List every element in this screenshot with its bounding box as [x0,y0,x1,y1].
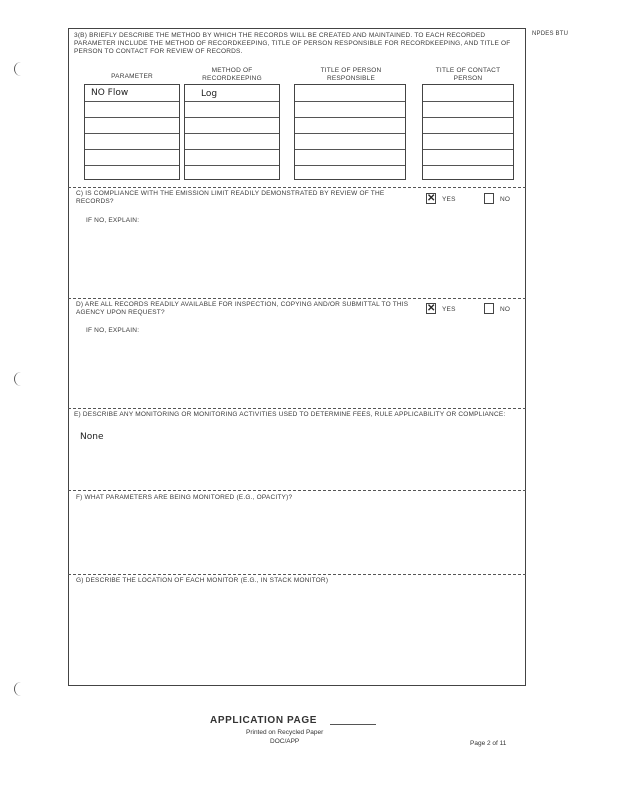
section-d-yes-checkbox[interactable]: ✕ [427,303,436,314]
column-person-responsible [294,84,406,180]
divider-f [68,490,526,491]
col-header-contact-person: TITLE OF CONTACT PERSON [435,67,501,82]
section-e-question: E) DESCRIBE ANY MONITORING OR MONITORING ACTIVITIES USED TO DETERMINE FEES, RULE APPLICABILITY OR COMPLIANCE: [74,411,506,418]
cell-parameter-1[interactable]: NO Flow [91,88,129,98]
form-code: NPDES BTU [532,31,569,37]
section-d-yes-label: YES [442,306,456,313]
section-e-answer[interactable]: None [80,432,104,442]
column-contact-person [422,84,514,180]
section-d-no-label: NO [500,306,511,313]
section-g-question: G) DESCRIBE THE LOCATION OF EACH MONITOR (E.G., IN STACK MONITOR) [76,577,329,584]
section-d-explain-label: IF NO, EXPLAIN: [86,327,140,334]
divider-e [68,408,526,409]
section-b-question: 3(B) BRIEFLY DESCRIBE THE METHOD BY WHICH THE RECORDS WILL BE CREATED AND MAINTAINED. TO EACH RECORDED PARAMETER INCLUDE THE METHOD OF RECORDKEEPING, TITLE OF PERSON RESPONSIBLE FOR RECORDKEEPING, AND TITLE OF PERSON TO CONTACT FOR REVIEW OF RECORDS. [74,32,511,55]
divider-g [68,574,526,575]
section-c-no-label: NO [500,196,511,203]
section-c-yes-label: YES [442,196,456,203]
binder-hole-middle [14,372,24,386]
footer-title: APPLICATION PAGE [210,715,318,726]
footer-title-underline [330,724,376,725]
column-parameter [84,84,180,180]
section-f-question: F) WHAT PARAMETERS ARE BEING MONITORED (E.G., OPACITY)? [76,494,293,501]
section-d-question: D) ARE ALL RECORDS READILY AVAILABLE FOR INSPECTION, COPYING AND/OR SUBMITTAL TO THIS AGENCY UPON REQUEST? [76,301,409,316]
divider-c [68,187,526,188]
cell-method-1[interactable]: Log [201,89,218,99]
binder-hole-top [14,62,24,76]
col-header-person-responsible: TITLE OF PERSON RESPONSIBLE [320,67,382,82]
column-method [184,84,280,180]
divider-d [68,298,526,299]
section-d-no-checkbox[interactable] [484,303,494,314]
col-header-method: METHOD OF RECORDKEEPING [202,67,262,82]
section-c-yes-checkbox[interactable]: ✕ [427,193,436,204]
section-c-no-checkbox[interactable] [484,193,494,204]
footer-page-number: Page 2 of 11 [470,740,507,747]
section-c-question: C) IS COMPLIANCE WITH THE EMISSION LIMIT READILY DEMONSTRATED BY REVIEW OF THE RECORDS? [76,190,385,205]
footer-subtitle: Printed on Recycled Paper [246,729,324,736]
col-header-parameter: PARAMETER [111,73,153,80]
section-c-explain-label: IF NO, EXPLAIN: [86,217,140,224]
footer-code: DOC/APP [270,738,300,745]
binder-hole-bottom [14,682,24,696]
